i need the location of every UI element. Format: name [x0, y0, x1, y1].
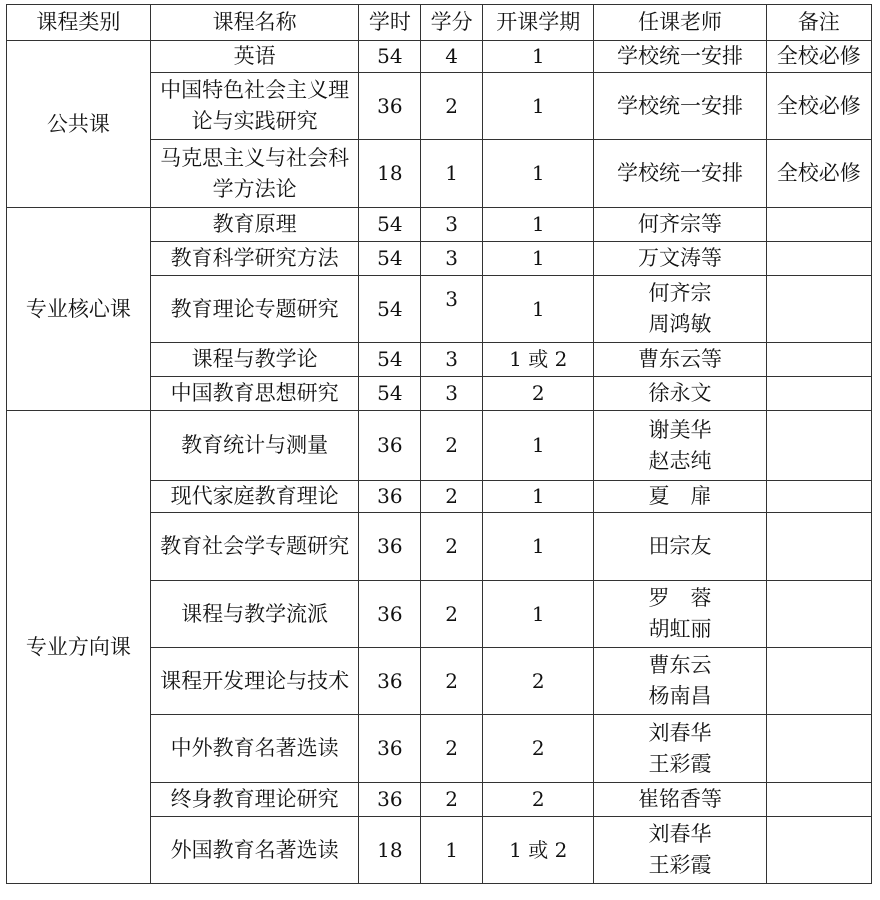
course-name-text: 中国特色社会主义理论与实践研究 [160, 78, 350, 133]
course-table [6, 4, 872, 884]
course-name: 英语 [150, 41, 359, 73]
credits-cell: 2 [421, 481, 483, 513]
hours-cell: 54 [359, 242, 421, 276]
credits-cell: 4 [421, 41, 483, 73]
course-name [150, 140, 359, 208]
category-cell: 公共课 [7, 41, 151, 208]
teacher-cell [594, 343, 766, 377]
course-name [150, 513, 359, 581]
credits-cell: 2 [421, 715, 483, 783]
course-name-text: 课程开发理论与技术 [160, 668, 350, 693]
teacher-cell [594, 377, 766, 411]
remark-cell [766, 411, 871, 481]
semester-cell: 2 [483, 783, 594, 817]
teacher-cell [594, 411, 766, 481]
hours-cell: 36 [359, 513, 421, 581]
semester-cell: 1 [483, 242, 594, 276]
semester-cell: 1 [483, 411, 594, 481]
semester-cell: 1 [483, 41, 594, 73]
remark-cell [766, 817, 871, 884]
remark-cell [766, 377, 871, 411]
course-name: 教育科学研究方法 [150, 242, 359, 276]
hours-cell: 54 [359, 208, 421, 242]
teacher-cell [594, 481, 766, 513]
hours-cell: 54 [359, 343, 421, 377]
teacher-name: 曹东云 [648, 653, 712, 677]
remark-cell [766, 783, 871, 817]
course-name: 教育统计与测量 [150, 411, 359, 481]
remark-cell: 全校必修 [766, 41, 871, 73]
semester-cell: 1 [483, 513, 594, 581]
credits-cell: 2 [421, 73, 483, 140]
teacher-cell [594, 208, 766, 242]
category-cell: 专业方向课 [7, 411, 151, 884]
course-name: 终身教育理论研究 [150, 783, 359, 817]
teacher-cell [594, 783, 766, 817]
semester-cell: 1 [483, 481, 594, 513]
header-semester: 开课学期 [483, 5, 594, 41]
teacher-name: 罗 蓉 [648, 586, 712, 610]
credits-cell: 1 [421, 140, 483, 208]
hours-cell: 36 [359, 648, 421, 715]
credits-cell: 2 [421, 513, 483, 581]
semester-cell: 1 或 2 [483, 343, 594, 377]
hours-cell: 36 [359, 481, 421, 513]
header-credits: 学分 [421, 5, 483, 41]
hours-cell: 18 [359, 140, 421, 208]
teacher-cell [594, 242, 766, 276]
teacher-name: 何齐宗 [648, 281, 712, 305]
teacher-name: 夏 扉 [648, 484, 712, 508]
header-category: 课程类别 [7, 5, 151, 41]
course-name: 课程与教学论 [150, 343, 359, 377]
credits-cell: 2 [421, 581, 483, 648]
credits-cell: 3 [421, 242, 483, 276]
remark-cell [766, 343, 871, 377]
course-name: 教育原理 [150, 208, 359, 242]
header-teacher: 任课老师 [594, 5, 766, 41]
semester-cell: 1 [483, 581, 594, 648]
credits-cell: 3 [421, 208, 483, 242]
teacher-name: 刘春华 [648, 720, 712, 745]
teacher-name: 杨南昌 [648, 684, 712, 708]
remark-cell [766, 513, 871, 581]
teacher-name: 徐永文 [648, 381, 712, 405]
teacher-name: 赵志纯 [648, 448, 712, 473]
category-cell: 专业核心课 [7, 208, 151, 411]
remark-cell [766, 481, 871, 513]
credits-cell: 2 [421, 648, 483, 715]
course-name: 外国教育名著选读 [150, 817, 359, 884]
course-name: 中外教育名著选读 [150, 715, 359, 783]
teacher-name: 刘春华 [648, 822, 712, 846]
semester-cell: 1 [483, 73, 594, 140]
course-name [150, 648, 359, 715]
course-name: 课程与教学流派 [150, 581, 359, 648]
semester-cell: 1 [483, 140, 594, 208]
teacher-name: 万文涛等 [638, 246, 723, 270]
remark-cell: 全校必修 [766, 73, 871, 140]
remark-cell [766, 581, 871, 648]
teacher-name: 王彩霞 [648, 751, 712, 776]
table-row [7, 41, 872, 73]
teacher-cell [594, 73, 766, 140]
header-hours: 学时 [359, 5, 421, 41]
teacher-cell [594, 140, 766, 208]
teacher-name: 学校统一安排 [617, 161, 744, 185]
remark-cell [766, 715, 871, 783]
teacher-name: 何齐宗等 [638, 212, 723, 236]
course-name: 现代家庭教育理论 [150, 481, 359, 513]
course-name-text: 马克思主义与社会科学方法论 [160, 145, 350, 201]
hours-cell: 54 [359, 276, 421, 343]
credits-cell: 3 [421, 343, 483, 377]
course-name [150, 73, 359, 140]
semester-cell: 1 [483, 208, 594, 242]
hours-cell: 36 [359, 783, 421, 817]
teacher-cell [594, 581, 766, 648]
hours-cell: 36 [359, 715, 421, 783]
credits-cell: 2 [421, 783, 483, 817]
table-row [7, 208, 872, 242]
hours-cell: 18 [359, 817, 421, 884]
teacher-name: 学校统一安排 [617, 44, 744, 68]
course-name: 教育理论专题研究 [150, 276, 359, 343]
teacher-cell [594, 715, 766, 783]
credits-cell: 1 [421, 817, 483, 884]
teacher-cell [594, 817, 766, 884]
remark-cell [766, 276, 871, 343]
remark-cell [766, 242, 871, 276]
hours-cell: 36 [359, 411, 421, 481]
header-remark: 备注 [766, 5, 871, 41]
remark-cell [766, 648, 871, 715]
table-row [7, 411, 872, 481]
teacher-cell [594, 41, 766, 73]
teacher-cell [594, 276, 766, 343]
teacher-name: 王彩霞 [648, 853, 712, 877]
teacher-name: 崔铭香等 [638, 787, 723, 811]
semester-cell: 2 [483, 648, 594, 715]
credits-cell: 3 [421, 377, 483, 411]
header-row [7, 5, 872, 41]
semester-cell: 2 [483, 715, 594, 783]
semester-cell: 1 或 2 [483, 817, 594, 884]
hours-cell: 54 [359, 41, 421, 73]
semester-cell: 1 [483, 276, 594, 343]
semester-cell: 2 [483, 377, 594, 411]
teacher-name: 学校统一安排 [617, 93, 744, 118]
teacher-name: 周鸿敏 [648, 312, 712, 336]
credits-cell: 2 [421, 411, 483, 481]
header-course-name: 课程名称 [150, 5, 359, 41]
course-name-text: 教育社会学专题研究 [160, 534, 350, 558]
teacher-name: 田宗友 [648, 534, 712, 558]
course-name: 中国教育思想研究 [150, 377, 359, 411]
hours-cell: 36 [359, 581, 421, 648]
teacher-name: 胡虹丽 [648, 617, 712, 641]
teacher-name: 谢美华 [648, 417, 712, 442]
teacher-cell [594, 648, 766, 715]
hours-cell: 36 [359, 73, 421, 140]
hours-cell: 54 [359, 377, 421, 411]
remark-cell [766, 208, 871, 242]
teacher-name: 曹东云等 [638, 347, 723, 371]
credits-cell: 3 [421, 276, 483, 343]
teacher-cell [594, 513, 766, 581]
remark-cell: 全校必修 [766, 140, 871, 208]
